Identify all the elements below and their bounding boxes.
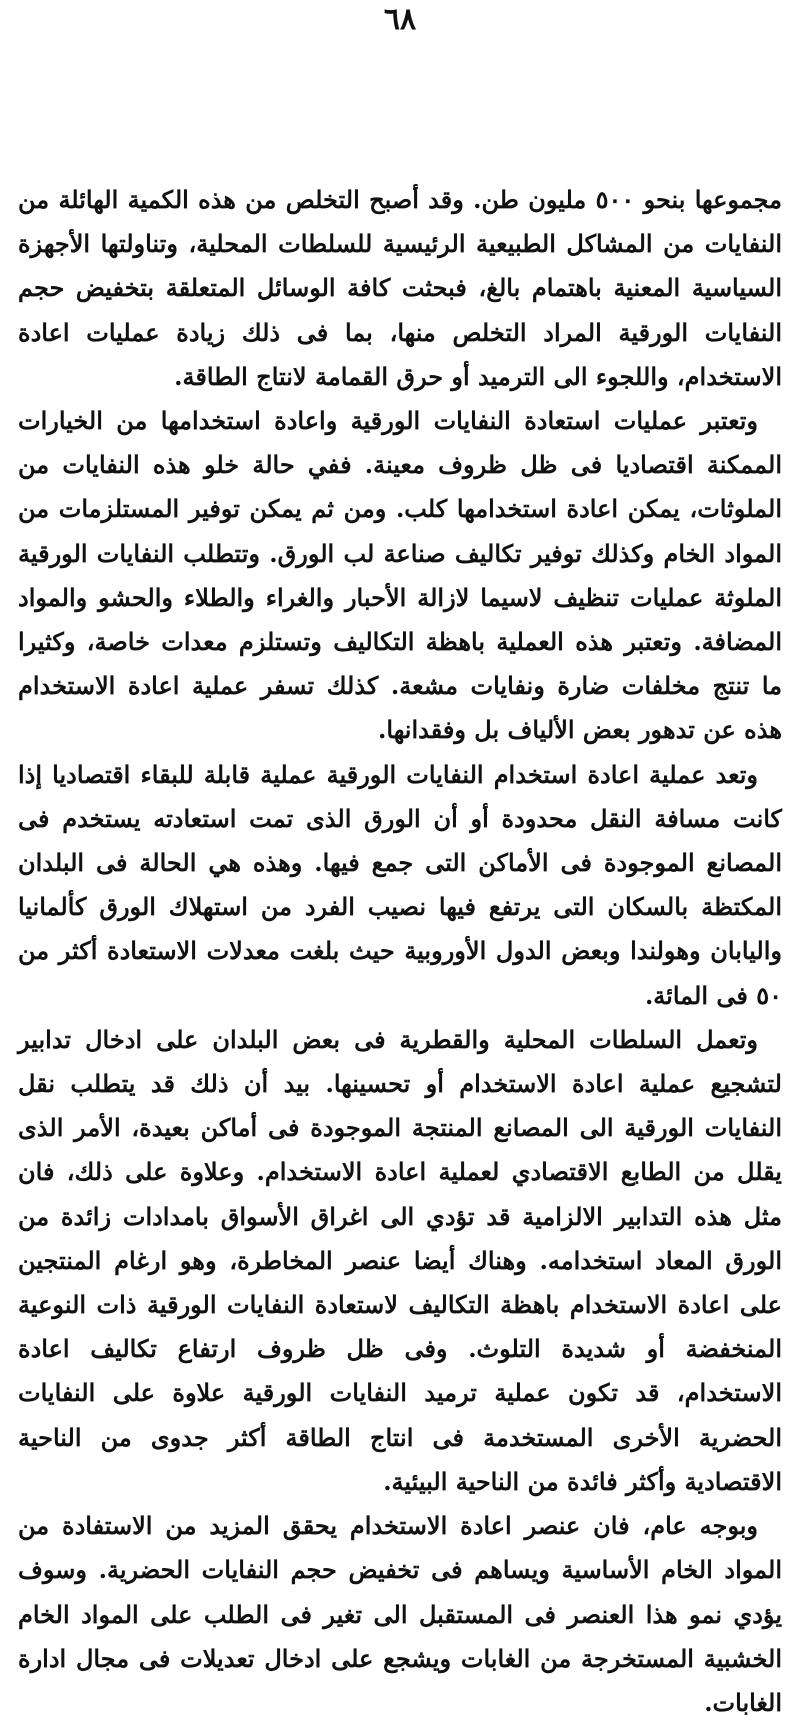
paragraph-3: وتعد عملية اعادة استخدام النفايات الورقية عملية قابلة للبقاء اقتصاديا إذا كانت مسافة النقل محدودة أو أن الورق الذى تمت استعادته يستخدم فى المصانع الموجودة فى الأماكن التى جمع فيها. وهذه هي الحالة فى البلدان المكتظة بالسكان التى يرتفع فيها نصيب الفرد من استهلاك الورق كألمانيا واليابان وهولندا وبعض الدول الأوروبية حيث بلغت معدلات الاستعادة أكثر من ٥٠ فى المائة. (18, 759, 782, 1010)
paragraph-1: مجموعها بنحو ٥٠٠ مليون طن. وقد أصبح التخلص من هذه الكمية الهائلة من النفايات من المشاكل الطبيعية الرئيسية للسلطات المحلية، وتناولتها الأجهزة السياسية المعنية باهتمام بالغ، فبحثت كافة الوسائل المتعلقة بتخفيض حجم النفايات الورقية المراد التخلص منها، بما فى ذلك زيادة عمليات اعادة الاستخدام، واللجوء الى الترميد أو حرق القمامة لانتاج الطاقة. (18, 185, 783, 391)
paragraph-2: وتعتبر عمليات استعادة النفايات الورقية واعادة استخدامها من الخيارات الممكنة اقتصاديا فى ظل ظروف معينة. ففي حالة خلو هذه النفايات من الملوثات، يمكن اعادة استخدامها كلب. ومن ثم يمكن توفير المستلزمات من المواد الخام وكذلك توفير تكاليف صناعة لب الورق. وتتطلب النفايات الورقية الملوثة عمليات تنظيف لاسيما لازالة الأحبار والغراء والطلاء والحشو والمواد المضافة. وتعتبر هذه العملية باهظة التكاليف وتستلزم معدات خاصة، وكثيرا ما تنتج مخلفات ضارة ونفايات مشعة. كذلك تسفر عملية اعادة الاستخدام هذه عن تدهور بعض الألياف بل وفقدانها. (18, 406, 783, 745)
body-text (18, 178, 782, 1725)
paragraph-4: وتعمل السلطات المحلية والقطرية فى بعض البلدان على ادخال تدابير لتشجيع عملية اعادة الاستخدام أو تحسينها. بيد أن ذلك قد يتطلب نقل النفايات الورقية الى المصانع المنتجة الموجودة فى أماكن بعيدة، الأمر الذى يقلل من الطابع الاقتصادي لعملية اعادة الاستخدام. وعلاوة على ذلك، فان مثل هذه التدابير الالزامية قد تؤدي الى اغراق الأسواق بامدادات زائدة من الورق المعاد استخدامه. وهناك أيضا عنصر المخاطرة، وهو ارغام المنتجين على اعادة الاستخدام باهظة التكاليف لاستعادة النفايات الورقية ذات النوعية المنخفضة أو شديدة التلوث. وفى ظل ظروف ارتفاع تكاليف اعادة الاستخدام، قد تكون عملية ترميد النفايات الورقية علاوة على النفايات الحضرية الأخرى المستخدمة فى انتاج الطاقة أكثر جدوى من الناحية الاقتصادية وأكثر فائدة من الناحية البيئية. (18, 1024, 783, 1496)
paragraph-5: وبوجه عام، فان عنصر اعادة الاستخدام يحقق المزيد من الاستفادة من المواد الخام الأساسية ويساهم فى تخفيض حجم النفايات الحضرية. وسوف يؤدي نمو هذا العنصر فى المستقبل الى تغير فى الطلب على المواد الخام الخشبية المستخرجة من الغابات ويشجع على ادخال تعديلات فى مجال ادارة الغابات. (18, 1511, 782, 1717)
page-number: ٦٨ (383, 2, 417, 37)
